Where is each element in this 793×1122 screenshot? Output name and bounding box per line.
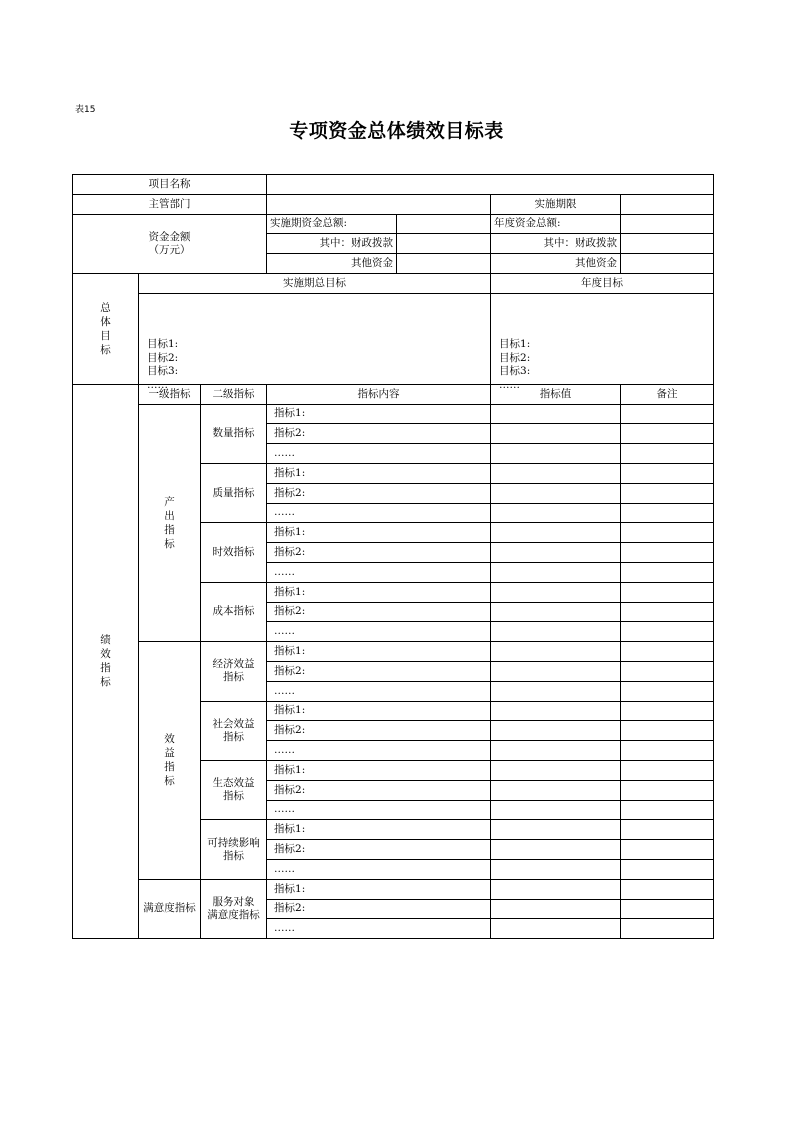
- period-goal-3: 目标3:: [147, 365, 179, 378]
- table-number: 表15: [75, 105, 96, 115]
- indicator-content-cell[interactable]: 指标2:: [267, 780, 491, 800]
- indicator-value-cell[interactable]: [491, 483, 621, 503]
- indicator-note-cell[interactable]: [621, 701, 714, 721]
- satisfaction-indicator-label: 满意度指标: [139, 879, 201, 938]
- col-content-header: 指标内容: [267, 384, 491, 404]
- col-note-header: 备注: [621, 384, 714, 404]
- col-value-header: 指标值: [491, 384, 621, 404]
- indicator-content-cell[interactable]: ……: [267, 681, 491, 701]
- indicator-value-cell[interactable]: [491, 463, 621, 483]
- col-level2-header: 二级指标: [201, 384, 267, 404]
- annual-total-label: 年度资金总额:: [491, 214, 621, 234]
- indicator-content-cell[interactable]: ……: [267, 800, 491, 820]
- period-field[interactable]: [621, 194, 714, 214]
- period-goal-field[interactable]: [139, 293, 491, 391]
- indicator-content-cell[interactable]: ……: [267, 562, 491, 582]
- indicator-content-cell[interactable]: ……: [267, 622, 491, 642]
- period-goal-1: 目标1:: [147, 338, 179, 351]
- indicator-content-cell[interactable]: ……: [267, 859, 491, 879]
- indicator-note-cell[interactable]: [621, 622, 714, 642]
- period-goal-header: 实施期总目标: [139, 273, 491, 293]
- annual-total-field[interactable]: [621, 214, 714, 234]
- indicator-content-cell[interactable]: 指标2:: [267, 483, 491, 503]
- other-funds-label-right: 其他资金: [491, 254, 621, 274]
- col-level1-header: 一级指标: [139, 384, 201, 404]
- indicator-value-cell[interactable]: [491, 681, 621, 701]
- indicator-value-cell[interactable]: [491, 444, 621, 464]
- indicator-content-cell[interactable]: 指标2:: [267, 899, 491, 919]
- indicator-content-cell[interactable]: 指标2:: [267, 840, 491, 860]
- indicator-note-cell[interactable]: [621, 424, 714, 444]
- annual-goal-field[interactable]: [491, 293, 714, 391]
- level2-indicator-name: 经济效益 指标: [201, 642, 267, 701]
- indicator-value-cell[interactable]: [491, 741, 621, 761]
- indicator-content-cell[interactable]: 指标1:: [267, 701, 491, 721]
- indicator-value-cell[interactable]: [491, 800, 621, 820]
- level2-indicator-name: 社会效益 指标: [201, 701, 267, 760]
- indicator-note-cell[interactable]: [621, 919, 714, 939]
- indicator-note-cell[interactable]: [621, 661, 714, 681]
- indicator-note-cell[interactable]: [621, 820, 714, 840]
- benefit-indicator-label: 效 益 指 标: [139, 642, 201, 880]
- indicator-value-cell[interactable]: [491, 859, 621, 879]
- indicator-value-cell[interactable]: [491, 820, 621, 840]
- indicator-content-cell[interactable]: 指标1:: [267, 404, 491, 424]
- indicator-note-cell[interactable]: [621, 642, 714, 662]
- table-row: [73, 404, 714, 424]
- indicator-note-cell[interactable]: [621, 543, 714, 563]
- performance-indicator-label: 绩 效 指 标: [73, 384, 139, 938]
- indicator-content-cell[interactable]: 指标1:: [267, 523, 491, 543]
- indicator-value-cell[interactable]: [491, 424, 621, 444]
- indicator-value-cell[interactable]: [491, 840, 621, 860]
- level2-indicator-name: 时效指标: [201, 523, 267, 582]
- indicator-value-cell[interactable]: [491, 919, 621, 939]
- annual-goal-more: ……: [499, 378, 521, 391]
- indicator-content-cell[interactable]: 指标1:: [267, 582, 491, 602]
- indicator-content-cell[interactable]: ……: [267, 919, 491, 939]
- overall-goal-label: 总 体 目 标: [73, 273, 139, 384]
- indicator-note-cell[interactable]: [621, 840, 714, 860]
- indicator-content-cell[interactable]: ……: [267, 444, 491, 464]
- indicator-note-cell[interactable]: [621, 602, 714, 622]
- indicator-value-cell[interactable]: [491, 543, 621, 563]
- indicator-content-cell[interactable]: 指标1:: [267, 642, 491, 662]
- indicator-value-cell[interactable]: [491, 780, 621, 800]
- indicator-note-cell[interactable]: [621, 741, 714, 761]
- indicator-content-cell[interactable]: ……: [267, 503, 491, 523]
- level2-indicator-name: 质量指标: [201, 463, 267, 522]
- level2-indicator-name: 服务对象 满意度指标: [201, 879, 267, 938]
- indicator-value-cell[interactable]: [491, 503, 621, 523]
- indicator-note-cell[interactable]: [621, 780, 714, 800]
- department-label: 主管部门: [73, 194, 267, 214]
- department-field[interactable]: [267, 194, 491, 214]
- page-title: 专项资金总体绩效目标表: [289, 120, 504, 142]
- indicator-note-cell[interactable]: [621, 404, 714, 424]
- indicator-content-cell[interactable]: ……: [267, 741, 491, 761]
- indicator-value-cell[interactable]: [491, 562, 621, 582]
- indicator-note-cell[interactable]: [621, 721, 714, 741]
- indicator-value-cell[interactable]: [491, 760, 621, 780]
- indicator-content-cell[interactable]: 指标1:: [267, 820, 491, 840]
- indicator-value-cell[interactable]: [491, 899, 621, 919]
- indicator-value-cell[interactable]: [491, 701, 621, 721]
- indicator-note-cell[interactable]: [621, 879, 714, 899]
- indicator-value-cell[interactable]: [491, 582, 621, 602]
- indicator-content-cell[interactable]: 指标1:: [267, 760, 491, 780]
- indicator-content-cell[interactable]: 指标2:: [267, 721, 491, 741]
- fiscal-label-left: 其中：财政拨款: [267, 234, 397, 254]
- indicator-content-cell[interactable]: 指标1:: [267, 879, 491, 899]
- fiscal-field-right[interactable]: [621, 234, 714, 254]
- indicator-note-cell[interactable]: [621, 859, 714, 879]
- annual-goal-1: 目标1:: [499, 338, 531, 351]
- level2-indicator-name: 生态效益 指标: [201, 760, 267, 819]
- period-goal-2: 目标2:: [147, 351, 179, 364]
- indicator-content-cell[interactable]: 指标2:: [267, 661, 491, 681]
- annual-goal-3: 目标3:: [499, 365, 531, 378]
- level2-indicator-name: 可持续影响 指标: [201, 820, 267, 879]
- indicator-value-cell[interactable]: [491, 661, 621, 681]
- funds-label: 资金金额: [148, 230, 191, 243]
- period-goal-more: ……: [147, 378, 168, 391]
- indicator-content-cell[interactable]: 指标1:: [267, 463, 491, 483]
- indicator-note-cell[interactable]: [621, 444, 714, 464]
- indicator-note-cell[interactable]: [621, 899, 714, 919]
- fiscal-label-right: 其中：财政拨款: [491, 234, 621, 254]
- indicator-value-cell[interactable]: [491, 622, 621, 642]
- project-name-label: 项目名称: [73, 175, 267, 195]
- annual-goal-header: 年度目标: [491, 273, 714, 293]
- indicator-note-cell[interactable]: [621, 760, 714, 780]
- indicator-note-cell[interactable]: [621, 800, 714, 820]
- indicator-value-cell[interactable]: [491, 642, 621, 662]
- indicator-note-cell[interactable]: [621, 503, 714, 523]
- output-indicator-label: 产 出 指 标: [139, 404, 201, 642]
- indicator-note-cell[interactable]: [621, 463, 714, 483]
- indicator-value-cell[interactable]: [491, 404, 621, 424]
- indicator-content-cell[interactable]: 指标2:: [267, 543, 491, 563]
- indicator-note-cell[interactable]: [621, 582, 714, 602]
- period-total-field[interactable]: [397, 214, 491, 234]
- indicator-value-cell[interactable]: [491, 721, 621, 741]
- performance-target-table: [72, 174, 714, 939]
- period-total-label: 实施期资金总额:: [267, 214, 397, 234]
- indicator-note-cell[interactable]: [621, 681, 714, 701]
- other-funds-field-left[interactable]: [397, 254, 491, 274]
- other-funds-label-left: 其他资金: [267, 254, 397, 274]
- level2-indicator-name: 数量指标: [201, 404, 267, 463]
- fiscal-field-left[interactable]: [397, 234, 491, 254]
- indicator-content-cell[interactable]: 指标2:: [267, 424, 491, 444]
- period-label: 实施期限: [491, 194, 621, 214]
- table-row: [73, 642, 714, 662]
- annual-goal-2: 目标2:: [499, 351, 531, 364]
- other-funds-field-right[interactable]: [621, 254, 714, 274]
- indicator-value-cell[interactable]: [491, 879, 621, 899]
- indicator-note-cell[interactable]: [621, 562, 714, 582]
- project-name-field[interactable]: [267, 175, 714, 195]
- indicator-note-cell[interactable]: [621, 483, 714, 503]
- indicator-note-cell[interactable]: [621, 523, 714, 543]
- indicator-value-cell[interactable]: [491, 523, 621, 543]
- indicator-content-cell[interactable]: 指标2:: [267, 602, 491, 622]
- indicator-value-cell[interactable]: [491, 602, 621, 622]
- funds-label-cell: [73, 214, 267, 273]
- funds-unit: （万元）: [148, 243, 191, 256]
- level2-indicator-name: 成本指标: [201, 582, 267, 641]
- table-row: [73, 879, 714, 899]
